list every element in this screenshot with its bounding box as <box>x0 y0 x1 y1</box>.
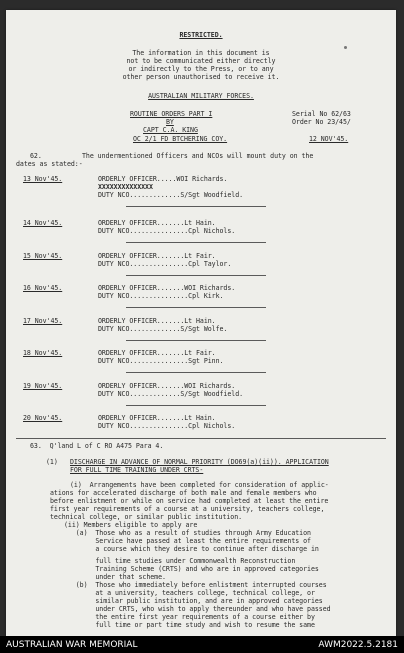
divider <box>126 307 266 308</box>
body-line: Service have passed at least the entire requirements of <box>64 537 311 545</box>
document-page <box>6 10 396 636</box>
body-line: full time studies under Commonwealth Reconstruction <box>64 557 296 565</box>
routine-orders-title: ROUTINE ORDERS PART I <box>130 110 213 118</box>
divider <box>126 340 266 341</box>
divider <box>126 275 266 276</box>
serial-number: Serial No 62/63 <box>292 110 351 118</box>
body-line: full time or part time study and wish to resume the same <box>64 621 315 629</box>
body-line: (a) Those who as a result of studies through Army Education <box>64 529 311 537</box>
body-line: (ii) Members eligible to apply are <box>64 521 198 529</box>
org-title: AUSTRALIAN MILITARY FORCES. <box>148 92 254 100</box>
body-line: first year requirements of a course at a university, teachers college, <box>50 505 325 513</box>
order-number: Order No 23/45/ <box>292 118 351 126</box>
divider <box>126 405 266 406</box>
body-line: a course which they desire to continue after discharge in <box>64 545 319 553</box>
orderly-officer: ORDERLY OFFICER.......Lt Fair. <box>98 349 216 357</box>
officer-name: CAPT C.A. KING <box>143 126 198 134</box>
divider <box>126 242 266 243</box>
notice-line-1: The information in this document is <box>132 49 270 57</box>
body-line: technical college, or similar public institution. <box>50 513 243 521</box>
notice-line-2: not to be communicated either directly <box>126 57 276 65</box>
section-62-intro: The undermentioned Officers and NCOs will mount duty on the <box>82 152 314 160</box>
body-line: the entire first year requirements of a course either by <box>64 613 315 621</box>
orderly-officer: ORDERLY OFFICER.......Lt Hain. <box>98 219 216 227</box>
duty-date: 20 Nov'45. <box>23 414 63 422</box>
orderly-officer: ORDERLY OFFICER.....WOI Richards. <box>98 175 228 183</box>
section-63-heading: 63. Q'land L of C RO A475 Para 4. <box>30 442 164 450</box>
orderly-officer: ORDERLY OFFICER.......WOI Richards. <box>98 284 236 292</box>
duty-nco: DUTY NCO.............S/Sgt Wolfe. <box>98 325 228 333</box>
footer-reference: AWM2022.5.2181 <box>318 640 398 650</box>
notice-line-4: other person unauthorised to receive it. <box>122 73 280 81</box>
archive-footer <box>0 636 404 653</box>
body-line: ations for accelerated discharge of both male and female members who <box>50 489 317 497</box>
body-line: before enlistment or while on service had completed at least the entire <box>50 497 329 505</box>
orderly-officer: ORDERLY OFFICER.......WOI Richards. <box>98 382 236 390</box>
duty-nco: DUTY NCO.............S/Sgt Woodfield. <box>98 390 244 398</box>
unit-name: OC 2/1 FD BTCHERING COY. <box>133 135 228 143</box>
notice-line-3: or indirectly to the Press, or to any <box>128 65 274 73</box>
order-date: 12 NOV'45. <box>309 135 349 143</box>
divider <box>126 206 266 207</box>
duty-date: 18 Nov'45. <box>23 349 63 357</box>
orderly-officer: ORDERLY OFFICER.......Lt Hain. <box>98 414 216 422</box>
duty-date: 19 Nov'45. <box>23 382 63 390</box>
body-line: (b) Those who immediately before enlistment interrupted courses <box>64 581 327 589</box>
orderly-officer: ORDERLY OFFICER.......Lt Fair. <box>98 252 216 260</box>
item-1-title: DISCHARGE IN ADVANCE OF NORMAL PRIORITY (DO69(a)(ii)). APPLICATION <box>70 458 329 466</box>
duty-date: 14 Nov'45. <box>23 219 63 227</box>
duty-nco: DUTY NCO.............S/Sgt Woodfield. <box>98 191 244 199</box>
section-62-intro-cont: dates as stated:- <box>16 160 83 168</box>
item-1-number: (1) <box>46 458 58 466</box>
hole-punch-mark <box>344 46 347 49</box>
body-line: Training Scheme (CRTS) and who are in approved categories <box>64 565 319 573</box>
duty-date: 15 Nov'45. <box>23 252 63 260</box>
section-62-number: 62. <box>30 152 42 160</box>
duty-nco: DUTY NCO...............Cpl Taylor. <box>98 260 232 268</box>
orderly-officer: ORDERLY OFFICER.......Lt Hain. <box>98 317 216 325</box>
duty-nco: DUTY NCO...............Cpl Kirk. <box>98 292 224 300</box>
body-line: under CRTS, who wish to apply thereunder and who have passed <box>64 605 331 613</box>
section-divider <box>16 438 386 439</box>
duty-date: 17 Nov'45. <box>23 317 63 325</box>
body-line: at a university, teachers college, technical college, or <box>64 589 315 597</box>
footer-institution: AUSTRALIAN WAR MEMORIAL <box>6 640 138 650</box>
by-label: BY <box>166 118 174 126</box>
struck-out-text: XXXXXXXXXXXXXX <box>98 183 153 191</box>
duty-nco: DUTY NCO...............Sgt Pinn. <box>98 357 224 365</box>
body-line: similar public institution, and are in approved categories <box>64 597 323 605</box>
item-1-title-cont: FOR FULL TIME TRAINING UNDER CRTS- <box>70 466 204 474</box>
divider <box>126 372 266 373</box>
duty-nco: DUTY NCO...............Cpl Nichols. <box>98 422 236 430</box>
body-line: under that scheme. <box>64 573 166 581</box>
duty-date: 16 Nov'45. <box>23 284 63 292</box>
restricted-heading: RESTRICTED. <box>179 31 223 39</box>
duty-date: 13 Nov'45. <box>23 175 63 183</box>
body-line: (i) Arrangements have been completed for consideration of applic- <box>70 481 329 489</box>
duty-nco: DUTY NCO...............Cpl Nichols. <box>98 227 236 235</box>
